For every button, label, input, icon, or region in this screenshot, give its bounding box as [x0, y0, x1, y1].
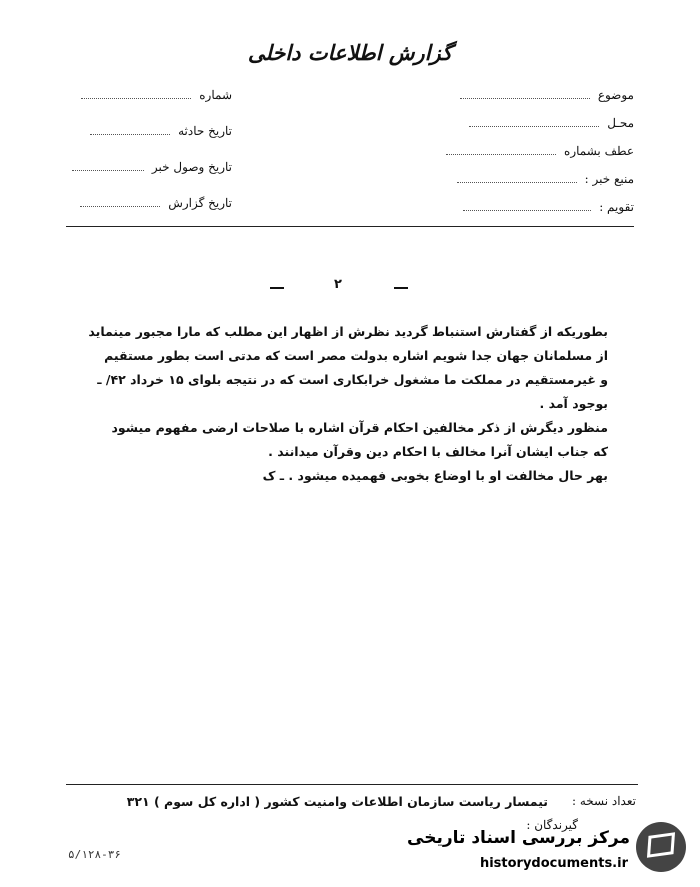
- archive-watermark: [396, 812, 686, 878]
- source-label: منبع خبر :: [584, 172, 634, 186]
- received-date-field: [72, 160, 232, 174]
- report-date-field: [80, 196, 232, 210]
- body-line: و غیرمستقیم در مملکت ما مشغول خرابکاری است که در نتیجه بلوای ۱۵ خرداد ۴۲/ ـ: [97, 372, 608, 387]
- location-field: [469, 116, 634, 130]
- evaluation-field: [463, 200, 634, 214]
- footer-divider: [66, 784, 638, 785]
- recipients-label: گیرندگان :: [526, 818, 578, 832]
- source-field: [457, 172, 634, 186]
- copies-label: تعداد نسخه :: [571, 794, 636, 808]
- incident-date-label: تاریخ حادثه: [178, 124, 232, 138]
- report-date-label: تاریخ گزارش: [168, 196, 232, 210]
- page-number-right-dash: [394, 287, 408, 289]
- document-title: گزارش اطلاعات داخلی: [247, 40, 453, 65]
- page-number-left-dash: [270, 287, 284, 289]
- document-archive-logo-icon: [636, 822, 686, 872]
- header-divider: [66, 226, 634, 227]
- body-line: بهر حال مخالفت او با اوضاع بخوبی فهمیده میشود . ـ ک: [262, 468, 608, 483]
- number-label: شماره: [199, 88, 232, 102]
- page-number: ۲: [334, 277, 342, 292]
- body-line: بوجود آمد .: [539, 396, 608, 411]
- body-line: بطوریکه از گفتارش استنباط گردید نظرش از اظهار این مطلب که مارا مجبور مینماید: [88, 324, 608, 339]
- reference-code: ۵/۱۲۸-۳۶: [68, 848, 121, 861]
- report-body: [88, 320, 608, 488]
- reference-label: عطف بشماره: [564, 144, 634, 158]
- incident-date-field: [90, 124, 232, 138]
- body-line: از مسلمانان جهان جدا شویم اشاره بدولت مصر است که مدتی است بطور مستقیم: [104, 348, 608, 363]
- evaluation-label: تقویم :: [599, 200, 634, 214]
- body-line: منظور دیگرش از ذکر مخالفین احکام قرآن اشاره با صلاحات ارضی مفهوم میشود: [111, 420, 608, 435]
- subject-label: موضوع: [597, 88, 634, 102]
- recipient-text: تیمسار ریاست سازمان اطلاعات وامنیت کشور ( اداره کل سوم ) ۳۲۱: [126, 794, 548, 809]
- body-line: که جناب ایشان آنرا مخالف با احکام دین وقرآن میدانند .: [268, 444, 608, 459]
- location-label: محـل: [607, 116, 634, 130]
- subject-field: [460, 88, 634, 102]
- watermark-title: مرکز بررسی اسناد تاریخی: [407, 828, 630, 848]
- watermark-url: historydocuments.ir: [479, 856, 628, 871]
- reference-field: [446, 144, 634, 158]
- received-date-label: تاریخ وصول خبر: [151, 160, 232, 174]
- number-field: [81, 88, 232, 102]
